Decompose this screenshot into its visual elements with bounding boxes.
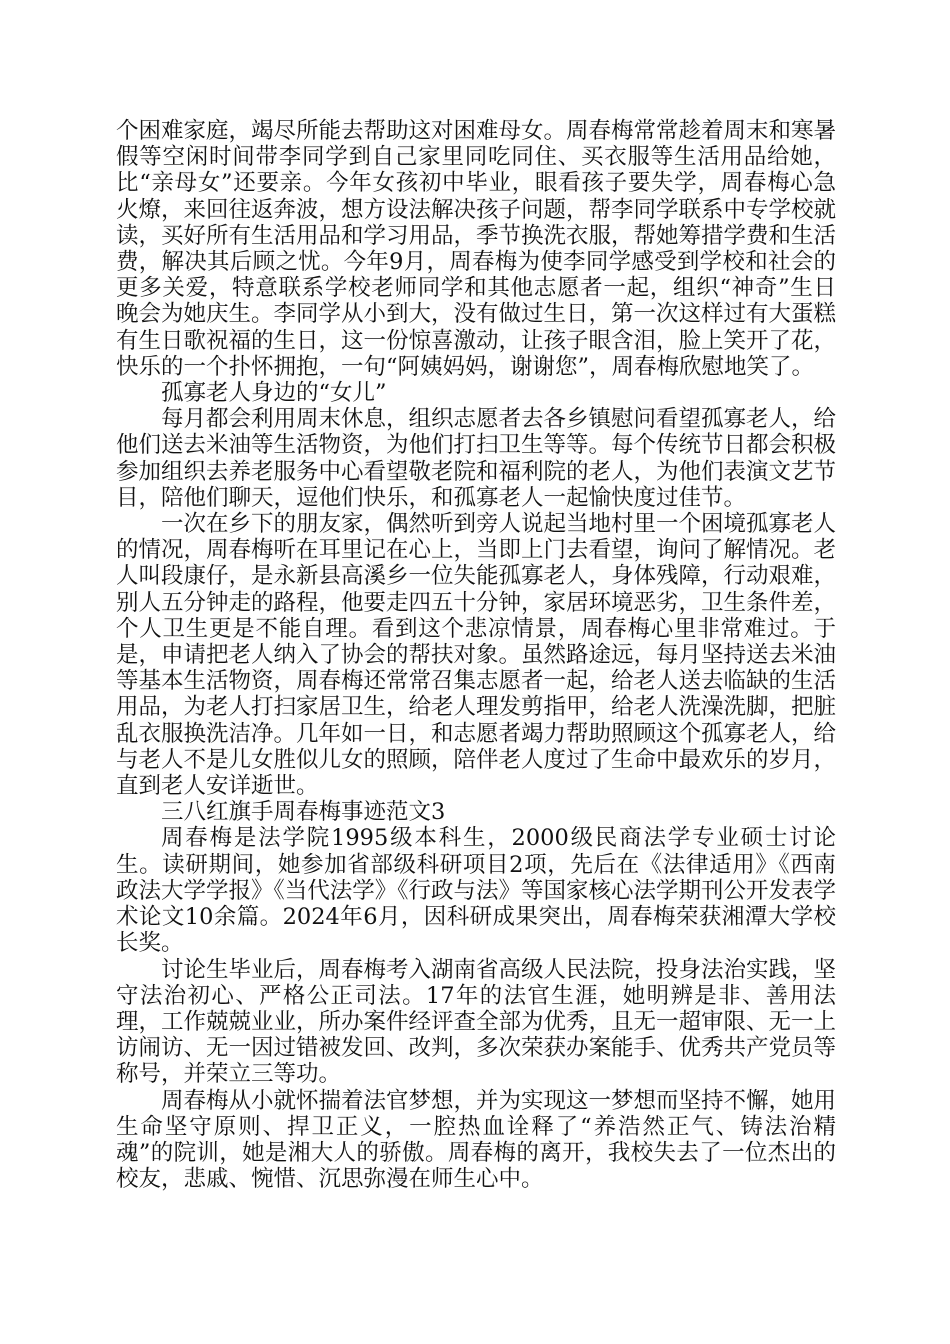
paragraph-story-continued: 个困难家庭，竭尽所能去帮助这对困难母女。周春梅常常趁着周末和寒暑假等空闲时间带李同学到自己家里同吃同住、买衣服等生活用品给她，比“亲母女”还要亲。今年女孩初中毕业，眼看孩子要失学，周春梅心急火燎，来回往返奔波，想方设法解决孩子问题，帮李同学联系中专学校就读，买好所有生活用品和学习用品，季节换洗衣服，帮她筹措学费和生活费，解决其后顾之忧。今年9月，周春梅为使李同学感受到学校和社会的更多关爱，特意联系学校老师同学和其他志愿者一起，组织“神奇”生日晚会为她庆生。李同学从小到大，没有做过生日，第一次这样过有大蛋糕有生日歌祝福的生日，这一份惊喜激动，让孩子眼含泪，脸上笑开了花，快乐的一个扑怀拥抱，一句“阿姨妈妈，谢谢您”，周春梅欣慰地笑了。 <box>116 118 837 380</box>
paragraph-elder-care-story: 一次在乡下的朋友家，偶然听到旁人说起当地村里一个困境孤寡老人的情况，周春梅听在耳里记在心上，当即上门去看望，询问了解情况。老人叫段康仔，是永新县高溪乡一位失能孤寡老人，身体残障，行动艰难，别人五分钟走的路程，他要走四五十分钟，家居环境恶劣，卫生条件差，个人卫生更是不能自理。看到这个悲凉情景，周春梅心里非常难过。于是，申请把老人纳入了协会的帮扶对象。虽然路途远，每月坚持送去米油等基本生活物资，周春梅还常常召集志愿者一起，给老人送去临缺的生活用品，为老人打扫家居卫生，给老人理发剪指甲，给老人洗澡洗脚，把脏乱衣服换洗洁净。几年如一日，和志愿者竭力帮助照顾这个孤寡老人，给与老人不是儿女胜似儿女的照顾，陪伴老人度过了生命中最欢乐的岁月，直到老人安详逝世。 <box>116 511 837 800</box>
document-page <box>116 118 836 1192</box>
paragraph-judicial-career: 讨论生毕业后，周春梅考入湖南省高级人民法院，投身法治实践，坚守法治初心、严格公正司法。17年的法官生涯，她明辨是非、善用法理，工作兢兢业业，所办案件经评查全部为优秀，且无一超审限、无一上访闹访、无一因过错被发回、改判，多次荣获办案能手、优秀共产党员等称号，并荣立三等功。 <box>116 956 837 1088</box>
section-heading-elderly-daughter: 孤寡老人身边的“女儿” <box>161 380 387 407</box>
section-heading-example-3: 三八红旗手周春梅事迹范文3 <box>161 799 446 826</box>
paragraph-legacy: 周春梅从小就怀揣着法官梦想，并为实现这一梦想而坚持不懈，她用生命坚守原则、捍卫正义，一腔热血诠释了“养浩然正气、铸法治精魂”的院训，她是湘大人的骄傲。周春梅的离开，我校失去了一位杰出的校友，悲戚、惋惜、沉思弥漫在师生心中。 <box>116 1087 837 1193</box>
paragraph-academic-background: 周春梅是法学院1995级本科生，2000级民商法学专业硕士讨论生。读研期间，她参加省部级科研项目2项，先后在《法律适用》《西南政法大学学报》《当代法学》《行政与法》等国家核心法学期刊公开发表学术论文10余篇。2024年6月，因科研成果突出，周春梅荣获湘潭大学校长奖。 <box>116 825 837 957</box>
paragraph-monthly-visits: 每月都会利用周末休息，组织志愿者去各乡镇慰问看望孤寡老人，给他们送去米油等生活物资，为他们打扫卫生等等。每个传统节日都会积极参加组织去养老服务中心看望敬老院和福利院的老人，为他们表演文艺节目，陪他们聊天，逗他们快乐，和孤寡老人一起愉快度过佳节。 <box>116 406 837 511</box>
